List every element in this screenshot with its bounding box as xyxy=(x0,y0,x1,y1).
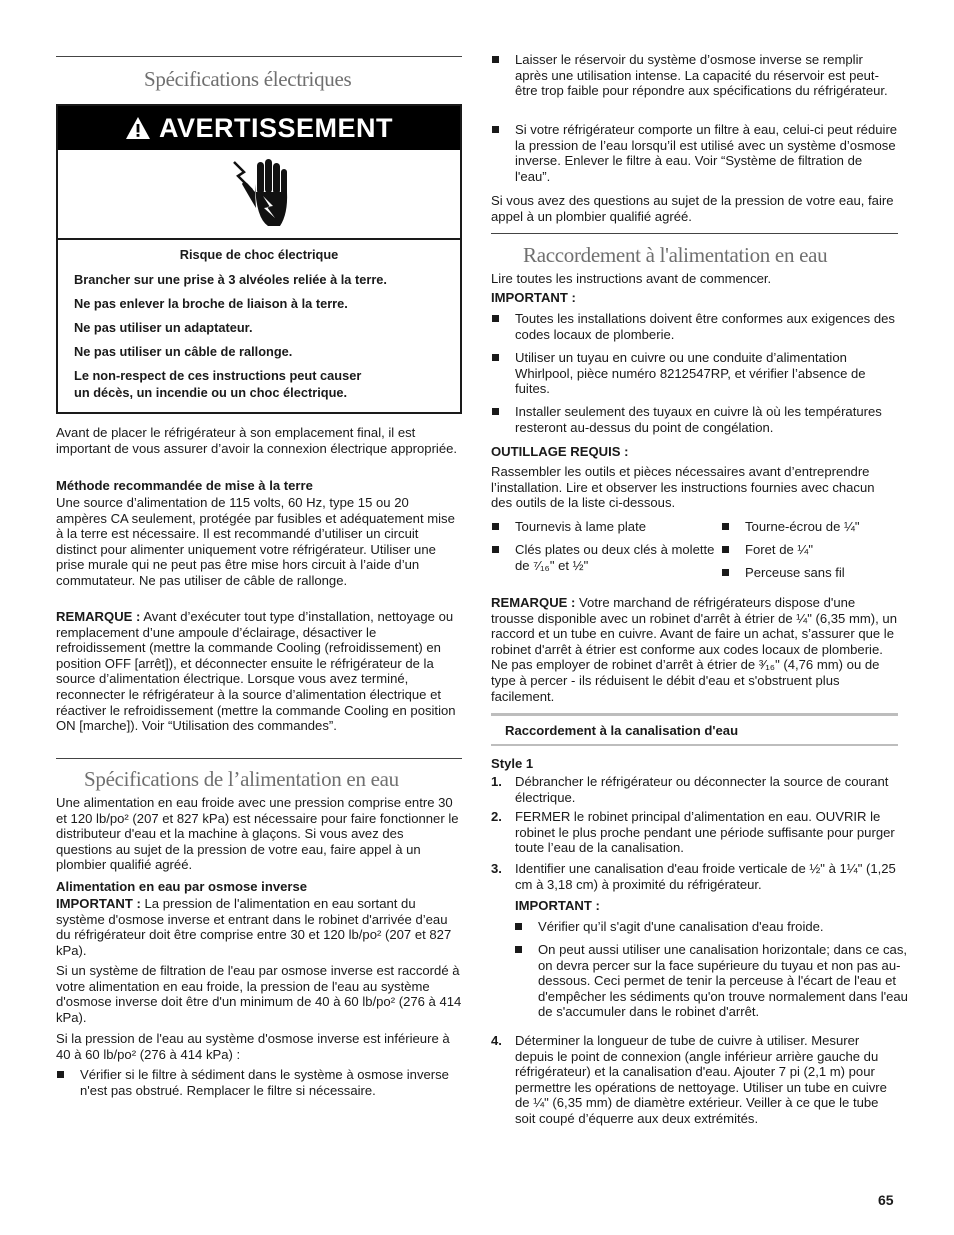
shock-icon-area xyxy=(58,150,460,238)
list-item-text: Utiliser un tuyau en cuivre ou une conduite d’alimentation Whirlpool, pièce numéro 8212547RP, et vérifier l’absence de fuites. xyxy=(515,350,866,397)
bullet-square-icon xyxy=(57,1071,64,1078)
connection-remark xyxy=(491,595,898,704)
bullet-square-icon xyxy=(492,523,499,530)
step-item xyxy=(491,861,898,892)
tool-item xyxy=(491,519,715,535)
step-number: 2. xyxy=(491,809,502,824)
warning-divider xyxy=(58,238,460,240)
bullet-square-icon xyxy=(492,546,499,553)
list-item xyxy=(491,122,898,184)
reverse-osmosis-paragraph: Si la pression de l'eau au système d'osmose inverse est inférieure à 40 à 60 lb/po² (276 à 414 kPa) : xyxy=(56,1031,450,1062)
list-item xyxy=(491,311,898,342)
step-text: FERMER le robinet principal d’alimentation en eau. OUVRIR le robinet le plus proche pendant une période suffisante pour purger toute l’eau de la canalisation. xyxy=(515,809,895,856)
warning-line: Risque de choc électrique xyxy=(179,247,339,262)
section-rule xyxy=(491,233,898,234)
tool-item-text: Foret de ¼" xyxy=(745,542,813,557)
list-item xyxy=(491,52,898,99)
electrical-intro: Avant de placer le réfrigérateur à son emplacement final, il est important de vous assurer d’avoir la connexion électrique appropriée. xyxy=(56,425,458,456)
reverse-osmosis-important xyxy=(56,896,462,958)
section-rule xyxy=(56,56,462,57)
list-item xyxy=(514,942,922,1020)
warning-line: Ne pas utiliser un adaptateur. xyxy=(74,320,253,335)
tool-item xyxy=(721,542,922,558)
tool-item xyxy=(491,542,715,573)
page-number: 65 xyxy=(878,1192,894,1208)
bullet-square-icon xyxy=(722,546,729,553)
tools-intro: Rassembler les outils et pièces nécessaires avant d’entreprendre l’installation. Lire et observer les instructions fournies avec chacun des outils de la liste ci-dessous. xyxy=(491,464,875,511)
warning-header xyxy=(58,106,460,150)
step-number: 4. xyxy=(491,1033,502,1048)
step-number: 3. xyxy=(491,861,502,876)
list-item xyxy=(514,919,922,935)
section-title-water-spec: Spécifications de l’alimentation en eau xyxy=(84,767,399,791)
important-label: IMPORTANT : xyxy=(515,898,600,913)
list-item-text: Installer seulement des tuyaux en cuivre là où les températures resteront au-dessus du point de congélation. xyxy=(515,404,882,435)
list-item-text: Vérifier qu’il s'agit d'une canalisation d'eau froide. xyxy=(538,919,824,934)
bullet-square-icon xyxy=(722,523,729,530)
list-item-text: Vérifier si le filtre à sédiment dans le système à osmose inverse n'est pas obstrué. Remplacer le filtre si nécessaire. xyxy=(80,1067,449,1098)
bullet-square-icon xyxy=(492,408,499,415)
step-text: Déterminer la longueur de tube de cuivre à utiliser. Mesurer depuis le point de connexion (angle inférieur arrière gauche du réfrigérateur) et la canalisation d'eau. Ajouter 7 pi (2,1 m) pour permettre les opérations de nettoyage. Utiliser un tube en cuivre de ¼" (6,35 mm) de diamètre extérieur. Veiller à ce que le tube soit coupé d’équerre aux deux extrémités. xyxy=(515,1033,887,1126)
bullet-square-icon xyxy=(515,946,522,953)
important-text: La pression de l'alimentation en eau sortant du système d'osmose inverse et entrant dans le robinet d'arrivée d’eau du réfrigérateur doit être comprise entre 30 et 120 lb/po² (207 et 827 kPa). xyxy=(56,896,452,958)
step-text: Débrancher le réfrigérateur ou déconnecter la source de courant électrique. xyxy=(515,774,889,805)
water-pressure-note: Si vous avez des questions au sujet de la pression de votre eau, faire appel à un plombier qualifié agréé. xyxy=(491,193,894,224)
grounding-body: Une source d’alimentation de 115 volts, 60 Hz, type 15 ou 20 ampères CA seulement, protégée par fusibles et adéquatement mise à la terre est nécessaire. Il est recommandé d’utiliser un circuit distinct pour alimenter uniquement votre réfrigérateur. Utiliser une prise murale qui ne peut pas être mise hors circuit à l’aide d’un commutateur. Ne pas utiliser de câble de rallonge. xyxy=(56,495,455,588)
bullet-square-icon xyxy=(492,315,499,322)
warning-line: Ne pas enlever la broche de liaison à la terre. xyxy=(74,296,348,311)
remark-label: REMARQUE : xyxy=(56,609,141,624)
section-title-water-connection: Raccordement à l'alimentation en eau xyxy=(523,243,828,267)
bullet-square-icon xyxy=(492,354,499,361)
remark-text: Avant d’exécuter tout type d’installation, nettoyage ou remplacement d’une ampoule d’éclairage, désactiver le refroidissement (mettre la commande Cooling (refroidissement) en position OFF [arrêt]), et déconnecter ensuite le réfrigérateur de la source d’alimentation électrique. Lorsque vous avez terminé, reconnecter le réfrigérateur à la source d’alimentation électrique et réactiver le refroidissement (mettre la commande Cooling en position ON [marche]). Voir “Utilisation des commandes”. xyxy=(56,609,456,734)
section-title-electrical: Spécifications électriques xyxy=(144,67,352,91)
warning-line: Le non-respect de ces instructions peut causer xyxy=(74,368,362,383)
warning-line: Brancher sur une prise à 3 alvéoles reliée à la terre. xyxy=(74,272,387,287)
important-label: IMPORTANT : xyxy=(491,290,576,305)
step-item xyxy=(491,1033,898,1127)
list-item xyxy=(491,404,898,435)
bullet-square-icon xyxy=(492,126,499,133)
subsection-rule xyxy=(491,744,898,746)
step-text: Identifier une canalisation d'eau froide verticale de ½" à 1¼" (1,25 cm à 3,18 cm) à proximité du réfrigérateur. xyxy=(515,861,896,892)
tool-item-text: Tournevis à lame plate xyxy=(515,519,647,534)
remark-label: REMARQUE : xyxy=(491,595,576,610)
list-item-text: Si votre réfrigérateur comporte un filtre à eau, celui-ci peut réduire la pression de l’eau lorsqu’il est utilisé avec un système d’osmose inverse. Enlever le filtre à eau. Voir “Système de filtration de l'eau”. xyxy=(515,122,898,184)
step-number: 1. xyxy=(491,774,502,789)
electrical-remark xyxy=(56,609,462,734)
canalisation-heading: Raccordement à la canalisation d'eau xyxy=(505,723,739,738)
water-spec-body: Une alimentation en eau froide avec une pression comprise entre 30 et 120 lb/po² (207 et 827 kPa) est nécessaire pour faire fonctionner le distributeur d'eau et la machine à glaçons. Si vous avez des questions au sujet de la pression de votre eau, faire appel à un plombier qualifié agréé. xyxy=(56,795,459,873)
bullet-square-icon xyxy=(515,923,522,930)
remark-text: Votre marchand de réfrigérateurs dispose d'une trousse disponible avec un robinet d'arrêt à étrier de ¼" (6,35 mm), un raccord et un tube en cuivre. Avant de faire un achat, s’assurer que le robinet d'arrêt à étrier est conforme aux codes locaux de plomberie. Ne pas employer de robinet d’arrêt à étrier de ³⁄₁₆" (4,76 mm) ou de type à percer - ils réduisent le débit d'eau et s'obstruent plus facilement. xyxy=(491,595,897,704)
subsection-rule xyxy=(491,713,898,716)
tool-item-text: Tourne-écrou de ¼" xyxy=(745,519,860,534)
bullet-square-icon xyxy=(492,56,499,63)
tools-heading: OUTILLAGE REQUIS : xyxy=(491,444,629,459)
warning-line: Ne pas utiliser un câble de rallonge. xyxy=(74,344,293,359)
bullet-square-icon xyxy=(722,569,729,576)
tool-item xyxy=(721,519,922,535)
reverse-osmosis-paragraph: Si un système de filtration de l'eau par osmose inverse est raccordé à votre alimentation en eau froide, la pression de l'eau au système d'osmose inverse doit être d'un minimum de 40 à 60 lb/po² (276 à 414 kPa). xyxy=(56,963,462,1025)
list-item-text: On peut aussi utiliser une canalisation horizontale; dans ce cas, on devra percer sur la face supérieure du tuyau et non pas au-dessous. Ceci permet de tenir la perceuse à l'écart de l'eau et d'empêcher les sédiments qu'on trouve normalement dans l'eau de s'accumuler dans le robinet d'arrêt. xyxy=(538,942,908,1020)
connection-intro: Lire toutes les instructions avant de commencer. xyxy=(491,271,772,286)
electric-shock-hand-icon xyxy=(230,156,292,232)
warning-triangle-icon xyxy=(125,116,151,140)
step-item xyxy=(491,809,898,856)
list-item-text: Laisser le réservoir du système d’osmose inverse se remplir après une utilisation intense. La capacité du réservoir est peut-être trop faible pour répondre aux spécifications du réfrigérateur. xyxy=(515,52,888,99)
list-item-text: Toutes les installations doivent être conformes aux exigences des codes locaux de plomberie. xyxy=(515,311,895,342)
grounding-heading: Méthode recommandée de mise à la terre xyxy=(56,478,313,493)
tool-item xyxy=(721,565,922,581)
section-rule xyxy=(56,758,462,759)
list-item xyxy=(491,350,898,397)
tool-item-text: Clés plates ou deux clés à molette de ⁷⁄₁₆" et ½" xyxy=(515,542,715,573)
step-item xyxy=(491,774,898,805)
style-heading: Style 1 xyxy=(491,756,534,771)
warning-title: AVERTISSEMENT xyxy=(158,112,394,143)
reverse-osmosis-heading: Alimentation en eau par osmose inverse xyxy=(56,879,308,894)
warning-box xyxy=(56,104,462,414)
warning-line: un décès, un incendie ou un choc électrique. xyxy=(74,385,348,400)
list-item xyxy=(56,1067,462,1098)
tool-item-text: Perceuse sans fil xyxy=(745,565,845,580)
important-label: IMPORTANT : xyxy=(56,896,141,911)
